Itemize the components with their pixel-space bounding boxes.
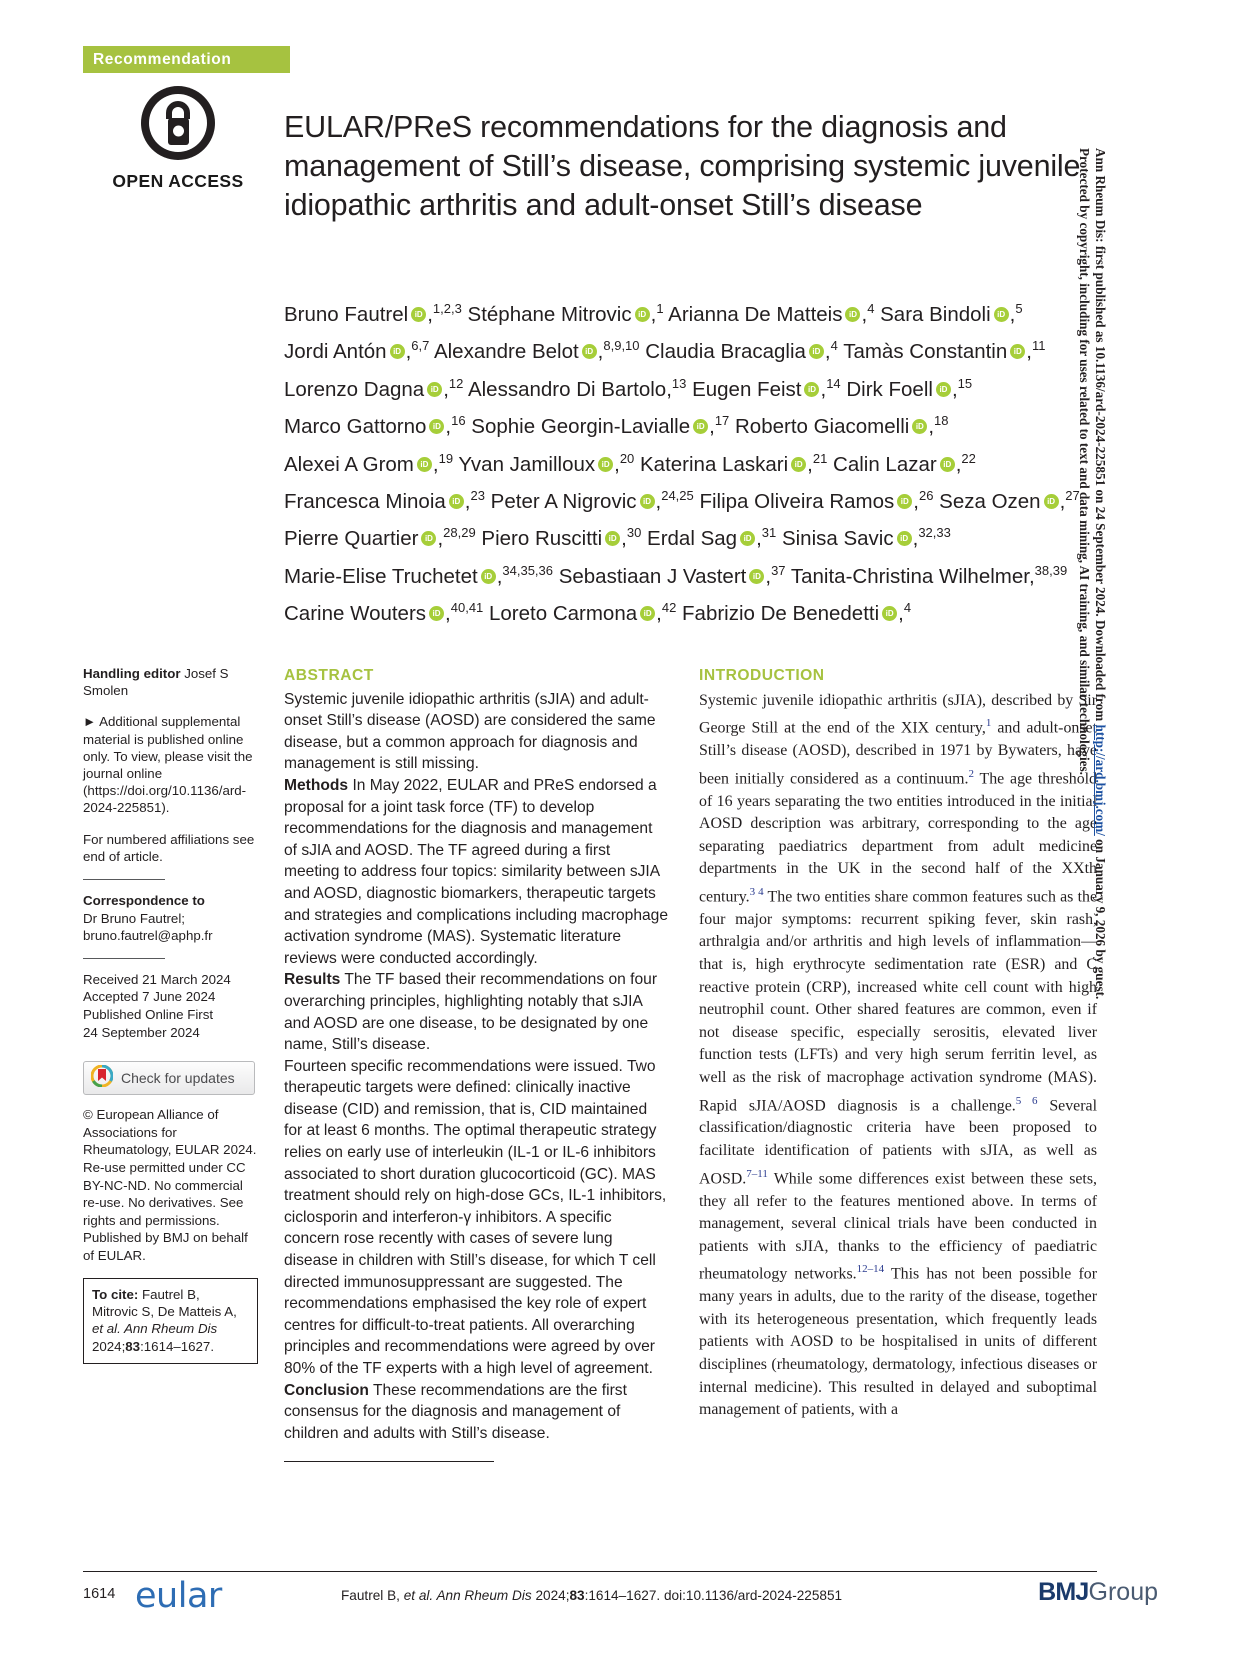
abstract-conclusion-label: Conclusion: [284, 1381, 369, 1399]
author-name: Lorenzo Dagna: [284, 377, 425, 401]
author-separator: ,: [709, 415, 715, 439]
author-affiliation-marker: 22: [961, 450, 976, 466]
orcid-icon[interactable]: [429, 606, 444, 621]
author-separator: ,: [621, 527, 627, 551]
author-separator: ,: [655, 489, 662, 513]
author-separator: ,: [1009, 302, 1016, 326]
author-entry: [668, 303, 874, 326]
footer-citation-volume: 83: [569, 1588, 585, 1603]
author-name: Eugen Feist: [692, 377, 802, 401]
footer-citation: [341, 1588, 842, 1603]
author-separator: ,: [898, 602, 904, 626]
to-cite-pages: :1614–1627.: [140, 1338, 215, 1354]
abstract-results-body: The TF based their recommendations on four overarching principles, highlighting notably that sJIA and AOSD are one disease, to be designated by one name, Still’s disease.: [284, 971, 658, 1054]
author-name: Tamàs Constantin: [843, 340, 1008, 364]
footer-divider: [83, 1571, 1097, 1572]
author-name: Dirk Foell: [846, 377, 933, 401]
affiliations-note: For numbered affiliations see end of article.: [83, 831, 255, 864]
orcid-icon[interactable]: [429, 419, 444, 434]
abstract-results: [284, 969, 669, 1055]
author-separator: ,: [1028, 564, 1035, 588]
orcid-icon[interactable]: [693, 419, 708, 434]
author-separator: ,: [464, 489, 471, 513]
author-entry: [458, 450, 635, 476]
author-name: Arianna De Matteis: [668, 302, 843, 326]
orcid-icon[interactable]: [897, 531, 912, 546]
author-affiliation-marker: 40,41: [450, 600, 484, 616]
author-separator: ,: [437, 527, 444, 551]
correspondence-label: Correspondence to: [83, 893, 205, 909]
orcid-icon[interactable]: [411, 307, 426, 322]
accepted-date: Accepted 7 June 2024: [83, 989, 216, 1005]
published-online-label: Published Online First: [83, 1007, 214, 1022]
author-separator: ,: [405, 340, 412, 364]
sidebar-divider-2: [83, 958, 165, 959]
bmj-group-logo: [1038, 1578, 1158, 1607]
orcid-icon[interactable]: [791, 457, 806, 472]
author-entry: [481, 527, 641, 550]
author-name: Seza Ozen: [939, 489, 1041, 513]
orcid-icon[interactable]: [390, 344, 405, 359]
author-affiliation-marker: 23: [470, 488, 485, 504]
author-separator: ,: [445, 415, 452, 439]
footer-citation-etal: et al: [403, 1588, 430, 1603]
abstract-methods-label: Methods: [284, 776, 349, 794]
author-entry: [284, 375, 464, 401]
author-entry: [645, 340, 838, 363]
author-affiliation-marker: 8,9,10: [603, 338, 640, 354]
author-affiliation-marker: 16: [451, 413, 466, 429]
introduction-column: [699, 665, 1097, 1422]
author-affiliation-marker: 42: [661, 600, 677, 616]
author-entry: [647, 527, 776, 550]
orcid-icon[interactable]: [749, 569, 764, 584]
author-name: Carine Wouters: [284, 602, 427, 626]
orcid-icon[interactable]: [912, 419, 927, 434]
intro-text-4: The two entities share common features such as the four major symptoms: recurrent spiking fever, skin rash, arthralgia and/or arthritis and high levels of inflammation—that is, high erythrocyte sedimentation rate (ESR) and C reactive protein (CRP), increased white cell count with high neutrophil count. Other shared features are common, even if not disease specific, especially serositis, elevated liver function tests (LFTs) and very high serum ferritin level, as well as the risk of macrophage activation syndrome (MAS). Rapid sJIA/AOSD diagnosis is a challenge.: [699, 888, 1098, 1114]
citation-ref-1[interactable]: 1: [985, 717, 992, 730]
author-affiliation-marker: 30: [626, 525, 642, 541]
handling-editor-label: Handling editor: [83, 666, 181, 681]
intro-text-6: While some differences exist between these sets, they all refer to the features mentioned above. In terms of management, several clinical trials have been conducted in patients with sJIA, thanks to the efficiency of paediatric rheumatology networks.: [699, 1169, 1097, 1283]
author-name: Francesca Minoia: [284, 489, 446, 513]
author-affiliation-marker: 14: [826, 375, 841, 391]
author-name: Fabrizio De Benedetti: [682, 602, 880, 626]
author-affiliation-marker: 4: [830, 338, 838, 354]
author-separator: ,: [1026, 340, 1032, 364]
citation-ref-3[interactable]: 3 4: [749, 885, 764, 898]
author-separator: ,: [955, 452, 962, 476]
author-affiliation-marker: 31: [761, 525, 777, 541]
bmj-label: BMJ: [1038, 1578, 1089, 1606]
author-entry: [682, 602, 911, 625]
abstract-results-cont: Fourteen specific recommendations were issued. Two therapeutic targets were defined: clinically inactive disease (CID) and remission, that is, CID maintained for at least 6 months. The optimal therapeutic strategy relies on early use of interleukin (IL-1 or IL-6 inhibitors associated to short duration glucocorticoid (GC). MAS treatment should rely on high-dose GCs, IL-1 inhibitors, ciclosporin and interferon-γ inhibitors. A specific concern rose recently with cases of severe lung disease in children with Still’s disease, for which T cell directed immunosuppressant are suggested. The recommendations emphasised the key role of expert centres for difficult-to-treat patients. All overarching principles and recommendations were agreed by over 80% of the TF experts with a high level of agreement.: [284, 1057, 667, 1377]
check-for-updates-label: Check for updates: [121, 1069, 235, 1086]
intro-text-7: This has not been possible for many years in adults, due to the rarity of the disease, together with its heterogeneous presentation, which frequently leads patients with AOSD to be hospitalised in units of different disciplines (rheumatology, dermatology, infectious diseases or internal medicine). This resulted in delayed and suboptimal management of patients, with a: [699, 1265, 1097, 1419]
author-entry: [833, 450, 976, 476]
abstract-conclusion-body: These recommendations are the first consensus for the diagnosis and management of children and adults with Still’s disease.: [284, 1381, 627, 1442]
author-affiliation-marker: 4: [903, 600, 912, 616]
abstract-bottom-rule: [284, 1461, 494, 1462]
author-entry: [692, 375, 841, 401]
author-entry: [434, 340, 640, 363]
orcid-icon[interactable]: [897, 494, 912, 509]
to-cite-etal: et al: [92, 1321, 118, 1337]
author-name: Bruno Fautrel: [284, 302, 409, 326]
orcid-icon[interactable]: [640, 606, 655, 621]
author-name: Loreto Carmona: [489, 602, 638, 626]
to-cite-year: 2024;: [92, 1338, 126, 1354]
author-separator: ,: [951, 377, 958, 401]
author-name: Sophie Georgin-Lavialle: [471, 415, 691, 439]
author-entry: [790, 562, 1068, 588]
author-name: Sara Bindoli: [880, 302, 991, 326]
author-separator: ,: [666, 377, 672, 401]
citation-ref-6[interactable]: 12–14: [856, 1263, 885, 1276]
author-affiliation-marker: 19: [438, 450, 454, 466]
author-separator: ,: [496, 564, 503, 588]
author-affiliation-marker: 18: [934, 413, 949, 429]
author-affiliation-marker: 27: [1065, 488, 1080, 504]
correspondence-body: Dr Bruno Fautrel; bruno.fautrel@aphp.fr: [83, 910, 213, 944]
author-entry: [468, 303, 664, 326]
open-access-label: OPEN ACCESS: [112, 171, 244, 191]
orcid-icon[interactable]: [481, 569, 496, 584]
intro-text-2: and adult-onset Still’s disease (AOSD), described in 1971 by Bywaters, have been initially considered as a continuum.: [699, 719, 1097, 787]
author-separator: ,: [928, 415, 935, 439]
author-name: Yvan Jamilloux: [458, 452, 596, 476]
author-entry: [880, 303, 1022, 326]
introduction-heading: INTRODUCTION: [699, 667, 825, 684]
author-affiliation-marker: 11: [1031, 338, 1046, 354]
author-entry: [558, 562, 786, 588]
abstract-methods-body: In May 2022, EULAR and PReS endorsed a proposal for a joint task force (TF) to develop recommendations for the diagnosis and management of sJIA and AOSD. The TF agreed during a first meeting to address four topics: similarity between sJIA and AOSD, diagnostic biomarkers, therapeutic targets and strategies and complications including macrophage activation syndrome (MAS). Systematic literature reviews were conducted accordingly.: [284, 776, 669, 967]
author-separator: ,: [861, 302, 868, 326]
author-entry: [284, 602, 483, 625]
author-affiliation-marker: 34,35,36: [502, 562, 553, 578]
orcid-icon[interactable]: [940, 457, 955, 472]
author-affiliation-marker: 15: [957, 375, 973, 391]
author-entry: [284, 562, 553, 588]
author-affiliation-marker: 20: [619, 450, 635, 466]
to-cite-journal: . Ann Rheum Dis: [117, 1321, 218, 1337]
check-for-updates-button[interactable]: [83, 1061, 255, 1095]
author-affiliation-marker: 26: [918, 488, 934, 504]
orcid-icon[interactable]: [605, 531, 620, 546]
to-cite-box: [83, 1278, 258, 1365]
bmj-group-label: Group: [1088, 1578, 1158, 1606]
author-entry: [284, 340, 429, 363]
open-lock-icon: [83, 86, 273, 165]
author-name: Jordi Antón: [284, 340, 387, 364]
author-entry: [284, 303, 462, 326]
author-affiliation-marker: 32,33: [918, 525, 951, 541]
author-name: Stéphane Mitrovic: [467, 302, 632, 326]
orcid-icon[interactable]: [804, 382, 819, 397]
author-name: Filipa Oliveira Ramos: [699, 489, 895, 513]
author-separator: ,: [445, 602, 451, 626]
author-list: [284, 293, 1104, 630]
author-affiliation-marker: 6,7: [411, 338, 430, 354]
to-cite-volume: 83: [125, 1338, 141, 1354]
article-type-label: Recommendation: [93, 50, 232, 68]
downloaded-from-margin-note: [1076, 148, 1108, 1528]
author-entry: [284, 527, 476, 550]
author-entry: [735, 415, 949, 438]
author-separator: ,: [432, 452, 439, 476]
orcid-icon[interactable]: [1044, 494, 1059, 509]
author-separator: ,: [656, 602, 662, 626]
author-name: Piero Ruscitti: [481, 527, 603, 551]
article-type-banner: [83, 46, 290, 73]
author-entry: [782, 527, 951, 550]
author-name: Pierre Quartier: [284, 527, 419, 551]
author-name: Alexei A Grom: [284, 452, 414, 476]
author-affiliation-marker: 13: [671, 375, 687, 391]
abstract-heading: ABSTRACT: [284, 667, 374, 684]
footer-citation-year: 2024;: [531, 1588, 570, 1603]
author-name: Alessandro Di Bartolo: [467, 377, 667, 401]
author-separator: ,: [597, 340, 604, 364]
orcid-icon[interactable]: [582, 344, 597, 359]
author-name: Calin Lazar: [833, 452, 937, 476]
orcid-icon[interactable]: [1010, 344, 1025, 359]
author-affiliation-marker: 21: [812, 450, 828, 466]
author-separator: ,: [443, 377, 449, 401]
author-entry: [284, 415, 466, 438]
orcid-icon[interactable]: [994, 307, 1009, 322]
author-name: Sebastiaan J Vastert: [558, 564, 747, 588]
sidebar-divider-1: [83, 879, 165, 880]
abstract-intro: Systemic juvenile idiopathic arthritis (sJIA) and adult-onset Still’s disease (AOSD) are considered the same disease, but a common approach for diagnosis and management is still missing.: [284, 690, 656, 773]
abstract-results-label: Results: [284, 971, 341, 989]
author-affiliation-marker: 38,39: [1034, 562, 1068, 578]
footer-citation-authors: Fautrel B,: [341, 1588, 404, 1603]
margin-note-line-2: Protected by copyright, including for uses related to text and data mining, AI training, and similar technologies.: [1077, 148, 1092, 775]
author-entry: [489, 602, 676, 625]
author-separator: ,: [807, 452, 813, 476]
author-separator: ,: [765, 564, 772, 588]
author-name: Katerina Laskari: [640, 452, 789, 476]
orcid-icon[interactable]: [936, 382, 951, 397]
abstract-column: [284, 665, 669, 1462]
to-cite-label: To cite:: [92, 1286, 139, 1302]
author-entry: [491, 490, 694, 513]
introduction-paragraph: [699, 690, 1097, 1422]
orcid-icon[interactable]: [640, 494, 655, 509]
author-affiliation-marker: 17: [714, 413, 730, 429]
orcid-icon[interactable]: [635, 307, 650, 322]
author-entry: [284, 490, 485, 513]
footer-citation-journal: . Ann Rheum Dis: [429, 1588, 532, 1603]
to-cite-authors: Fautrel B, Mitrovic S, De Matteis A,: [92, 1286, 237, 1319]
handling-editor-name: Josef S Smolen: [83, 666, 229, 699]
author-name: Roberto Giacomelli: [734, 415, 910, 439]
margin-note-url[interactable]: http://ard.bmj.com/: [1093, 724, 1108, 836]
author-entry: [939, 490, 1080, 513]
orcid-icon[interactable]: [427, 382, 442, 397]
author-name: Erdal Sag: [647, 527, 738, 551]
author-name: Alexandre Belot: [433, 340, 579, 364]
author-separator: ,: [820, 377, 827, 401]
author-entry: [640, 450, 828, 476]
author-separator: ,: [824, 340, 831, 364]
open-access-block: [83, 86, 273, 192]
intro-text-3: The age threshold of 16 years separating the two entities introduced in the initial AOSD description was arbitrary, corresponding to the age separating paediatrics department from adult medicine departments in the UK in the second half of the XXth century.: [699, 769, 1098, 906]
author-entry: [846, 375, 973, 401]
received-date: Received 21 March 2024: [83, 971, 231, 987]
orcid-icon[interactable]: [421, 531, 436, 546]
eular-logo: eular: [135, 1576, 222, 1616]
supplemental-note: ► Additional supplemental material is published online only. To view, please visit the journal online (https://doi.org/10.1136/ard-2024-225851).: [83, 714, 253, 816]
author-separator: ,: [912, 527, 919, 551]
abstract-conclusion: [284, 1380, 669, 1445]
intro-text-1: Systemic juvenile idiopathic arthritis (sJIA), described by Sir George Still at the end of the XIX century,: [699, 691, 1097, 737]
margin-note-text-b: on January 9, 2026 by guest.: [1093, 835, 1108, 1000]
author-affiliation-marker: 5: [1015, 301, 1023, 316]
copyright-note: © European Alliance of Associations for Rheumatology, EULAR 2024. Re-use permitted under CC BY-NC-ND. No commercial re-use. No derivatives. See rights and permissions. Published by BMJ on behalf of EULAR.: [83, 1107, 257, 1263]
author-name: Marco Gattorno: [284, 415, 427, 439]
author-affiliation-marker: 1: [656, 301, 664, 316]
author-entry: [284, 450, 454, 476]
author-entry: [699, 490, 933, 513]
author-separator: ,: [756, 527, 762, 551]
page-title: EULAR/PReS recommendations for the diagnosis and management of Still’s disease, comprising systemic juvenile idiopathic arthritis and adult-onset Still’s disease: [284, 110, 1081, 223]
author-entry: [467, 375, 687, 401]
citation-ref-2[interactable]: 2: [968, 767, 974, 780]
citation-ref-4[interactable]: 5 6: [1015, 1094, 1038, 1107]
abstract-methods: [284, 775, 669, 969]
author-name: Sinisa Savic: [781, 527, 894, 551]
author-name: Tanita-Christina Wilhelmer: [790, 564, 1029, 588]
author-affiliation-marker: 37: [771, 562, 786, 578]
page-number: 1614: [83, 1586, 116, 1602]
margin-note-line-1: [1092, 148, 1108, 1528]
author-name: Peter A Nigrovic: [490, 489, 637, 513]
author-separator: ,: [913, 489, 919, 513]
author-separator: ,: [427, 302, 433, 326]
author-name: Marie-Elise Truchetet: [284, 564, 478, 588]
orcid-icon[interactable]: [598, 457, 613, 472]
orcid-icon[interactable]: [882, 606, 897, 621]
published-online-date: 24 September 2024: [83, 1024, 200, 1040]
citation-ref-5[interactable]: 7–11: [746, 1167, 768, 1180]
author-separator: ,: [650, 302, 657, 326]
author-affiliation-marker: 1,2,3: [432, 301, 462, 316]
author-entry: [843, 340, 1045, 363]
orcid-icon[interactable]: [809, 344, 824, 359]
author-affiliation-marker: 12: [448, 375, 464, 391]
author-separator: ,: [1059, 489, 1066, 513]
orcid-icon[interactable]: [449, 494, 464, 509]
handling-editor: [83, 665, 258, 699]
margin-note-text-a: Ann Rheum Dis: first published as 10.1136/ard-2024-225851 on 24 September 2024. Downloaded from: [1093, 148, 1108, 725]
orcid-icon[interactable]: [417, 457, 432, 472]
author-entry: [471, 415, 729, 438]
orcid-icon[interactable]: [845, 307, 860, 322]
author-separator: ,: [614, 452, 620, 476]
orcid-icon[interactable]: [740, 531, 755, 546]
author-affiliation-marker: 24,25: [661, 488, 694, 504]
footer-citation-pages: :1614–1627. doi:10.1136/ard-2024-225851: [584, 1588, 843, 1603]
intro-text-5: Several classification/diagnostic criteria have been proposed to facilitate identification of patients with sJIA, as well as AOSD.: [699, 1096, 1097, 1187]
author-affiliation-marker: 28,29: [443, 525, 476, 541]
author-affiliation-marker: 4: [867, 301, 875, 316]
author-name: Claudia Bracaglia: [645, 340, 806, 364]
article-metadata-sidebar: [83, 665, 258, 1364]
crossmark-bookmark-icon: [91, 1065, 113, 1091]
